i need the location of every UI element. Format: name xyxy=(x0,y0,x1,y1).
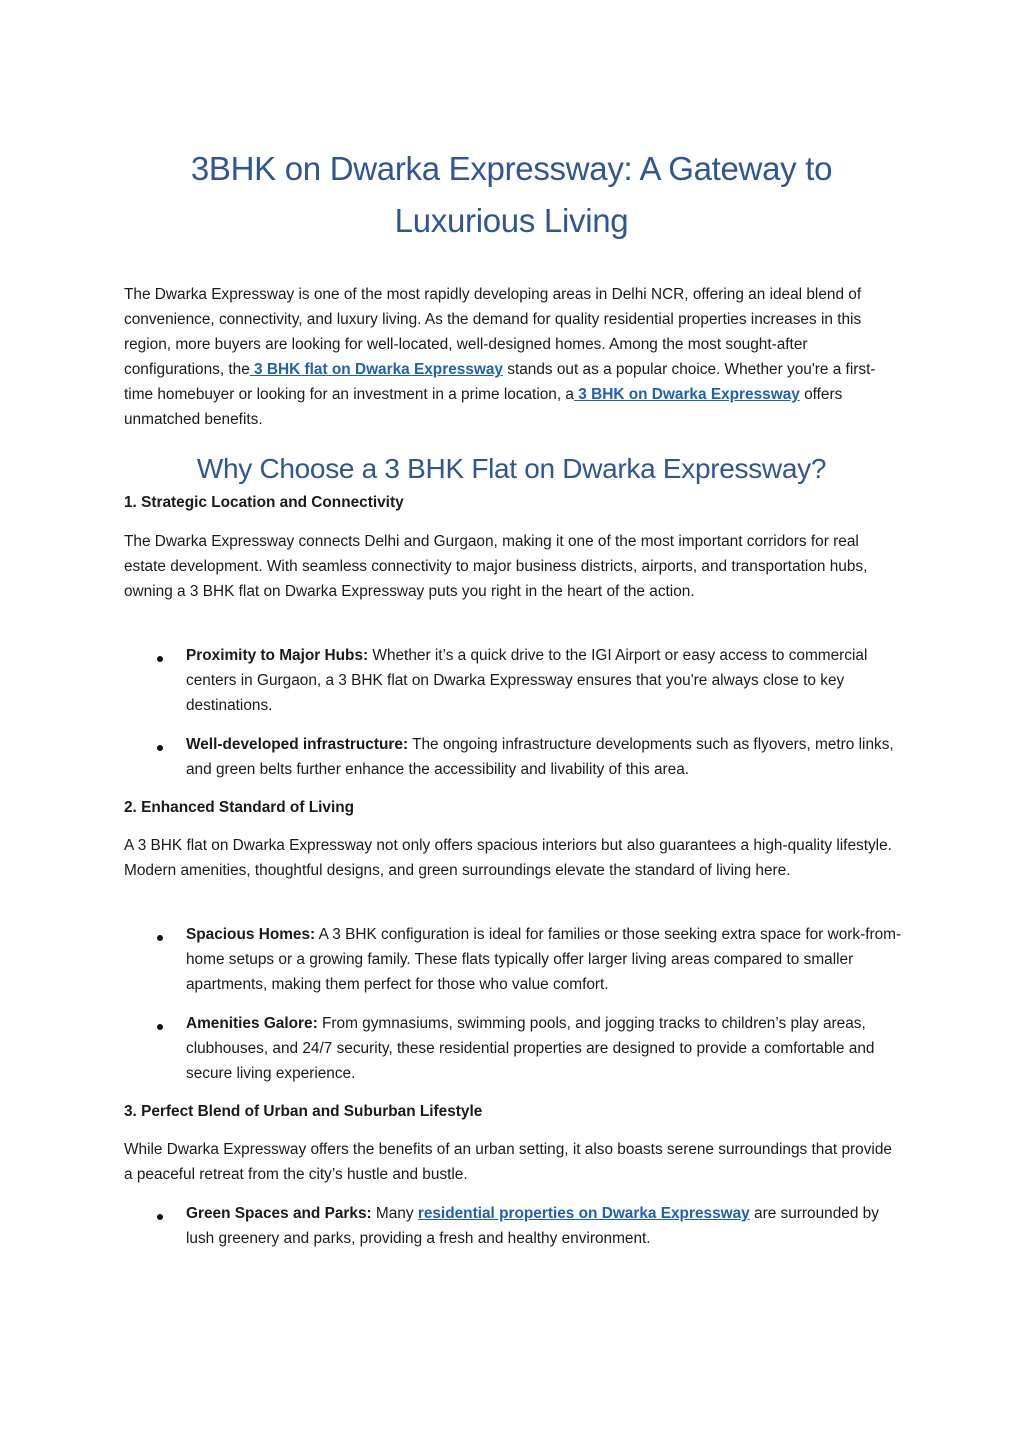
bullet-text-before: Many xyxy=(371,1205,418,1222)
page-title-line-1: 3BHK on Dwarka Expressway: A Gateway to xyxy=(190,150,833,187)
bullet-label: Well-developed infrastructure: xyxy=(186,736,409,753)
page-title-line-2: Luxurious Living xyxy=(394,202,629,239)
bullet-label: Amenities Galore: xyxy=(186,1015,318,1032)
page-title xyxy=(100,143,923,247)
section-3-heading: 3. Perfect Blend of Urban and Suburban Lifestyle xyxy=(124,1103,483,1120)
bullet-label: Green Spaces and Parks: xyxy=(186,1205,372,1222)
section-2-body: A 3 BHK flat on Dwarka Expressway not only offers spacious interiors but also guarantees a high-quality lifestyle. Modern amenities, thoughtful designs, and green surroundings elevate the standard of living here. xyxy=(124,837,892,879)
intro-text-3: offers unmatched benefits. xyxy=(124,386,843,428)
section-3-bullet-1 xyxy=(186,1201,902,1251)
bullet-icon xyxy=(157,1024,163,1030)
intro-paragraph xyxy=(124,282,902,432)
section-1-bullet-1 xyxy=(186,643,902,718)
bullet-text: The ongoing infrastructure developments such as flyovers, metro links, and green belts further enhance the accessibility and livability of this area. xyxy=(186,736,894,778)
bullet-icon xyxy=(157,745,163,751)
section-1-heading: 1. Strategic Location and Connectivity xyxy=(124,494,404,511)
bullet-label: Proximity to Major Hubs: xyxy=(186,647,369,664)
bullet-icon xyxy=(157,935,163,941)
link-residential-properties-dwarka-expressway[interactable]: residential properties on Dwarka Expressway xyxy=(417,1205,750,1222)
section-1-bullet-2 xyxy=(186,732,902,782)
section-2-bullet-1 xyxy=(186,922,902,997)
why-choose-heading: Why Choose a 3 BHK Flat on Dwarka Expressway? xyxy=(196,453,827,484)
bullet-text: A 3 BHK configuration is ideal for families or those seeking extra space for work-from-home setups or a growing family. These flats typically offer larger living areas compared to smaller apartments, making them perfect for those who value comfort. xyxy=(186,926,902,993)
bullet-text: From gymnasiums, swimming pools, and jogging tracks to children’s play areas, clubhouses, and 24/7 security, these residential properties are designed to provide a comfortable and secure living experience. xyxy=(186,1015,875,1082)
bullet-icon xyxy=(157,656,163,662)
section-2-heading: 2. Enhanced Standard of Living xyxy=(124,799,355,816)
bullet-text: are surrounded by lush greenery and parks, providing a fresh and healthy environment. xyxy=(186,1205,879,1247)
section-2-bullet-2 xyxy=(186,1011,902,1086)
section-3-body: While Dwarka Expressway offers the benefits of an urban setting, it also boasts serene surroundings that provide a peaceful retreat from the city’s hustle and bustle. xyxy=(124,1141,892,1183)
section-1-body: The Dwarka Expressway connects Delhi and Gurgaon, making it one of the most important corridors for real estate development. With seamless connectivity to major business districts, airports, and transportation hubs, owning a 3 BHK flat on Dwarka Expressway puts you right in the heart of the action. xyxy=(124,533,868,600)
intro-text-2: stands out as a popular choice. Whether you're a first-time homebuyer or looking for an investment in a prime location, a xyxy=(124,361,876,403)
link-3bhk-dwarka-expressway[interactable]: 3 BHK on Dwarka Expressway xyxy=(573,386,800,403)
bullet-label: Spacious Homes: xyxy=(186,926,316,943)
link-3bhk-flat-dwarka-expressway[interactable]: 3 BHK flat on Dwarka Expressway xyxy=(249,361,503,378)
intro-text-1: The Dwarka Expressway is one of the most rapidly developing areas in Delhi NCR, offering an ideal blend of convenience, connectivity, and luxury living. As the demand for quality residential properties increases in this region, more buyers are looking for well-located, well-designed homes. Among the most sought-after configurations, the xyxy=(124,286,862,378)
bullet-icon xyxy=(157,1214,163,1220)
bullet-text: Whether it’s a quick drive to the IGI Airport or easy access to commercial centers in Gurgaon, a 3 BHK flat on Dwarka Expressway ensures that you're always close to key destinations. xyxy=(186,647,868,714)
